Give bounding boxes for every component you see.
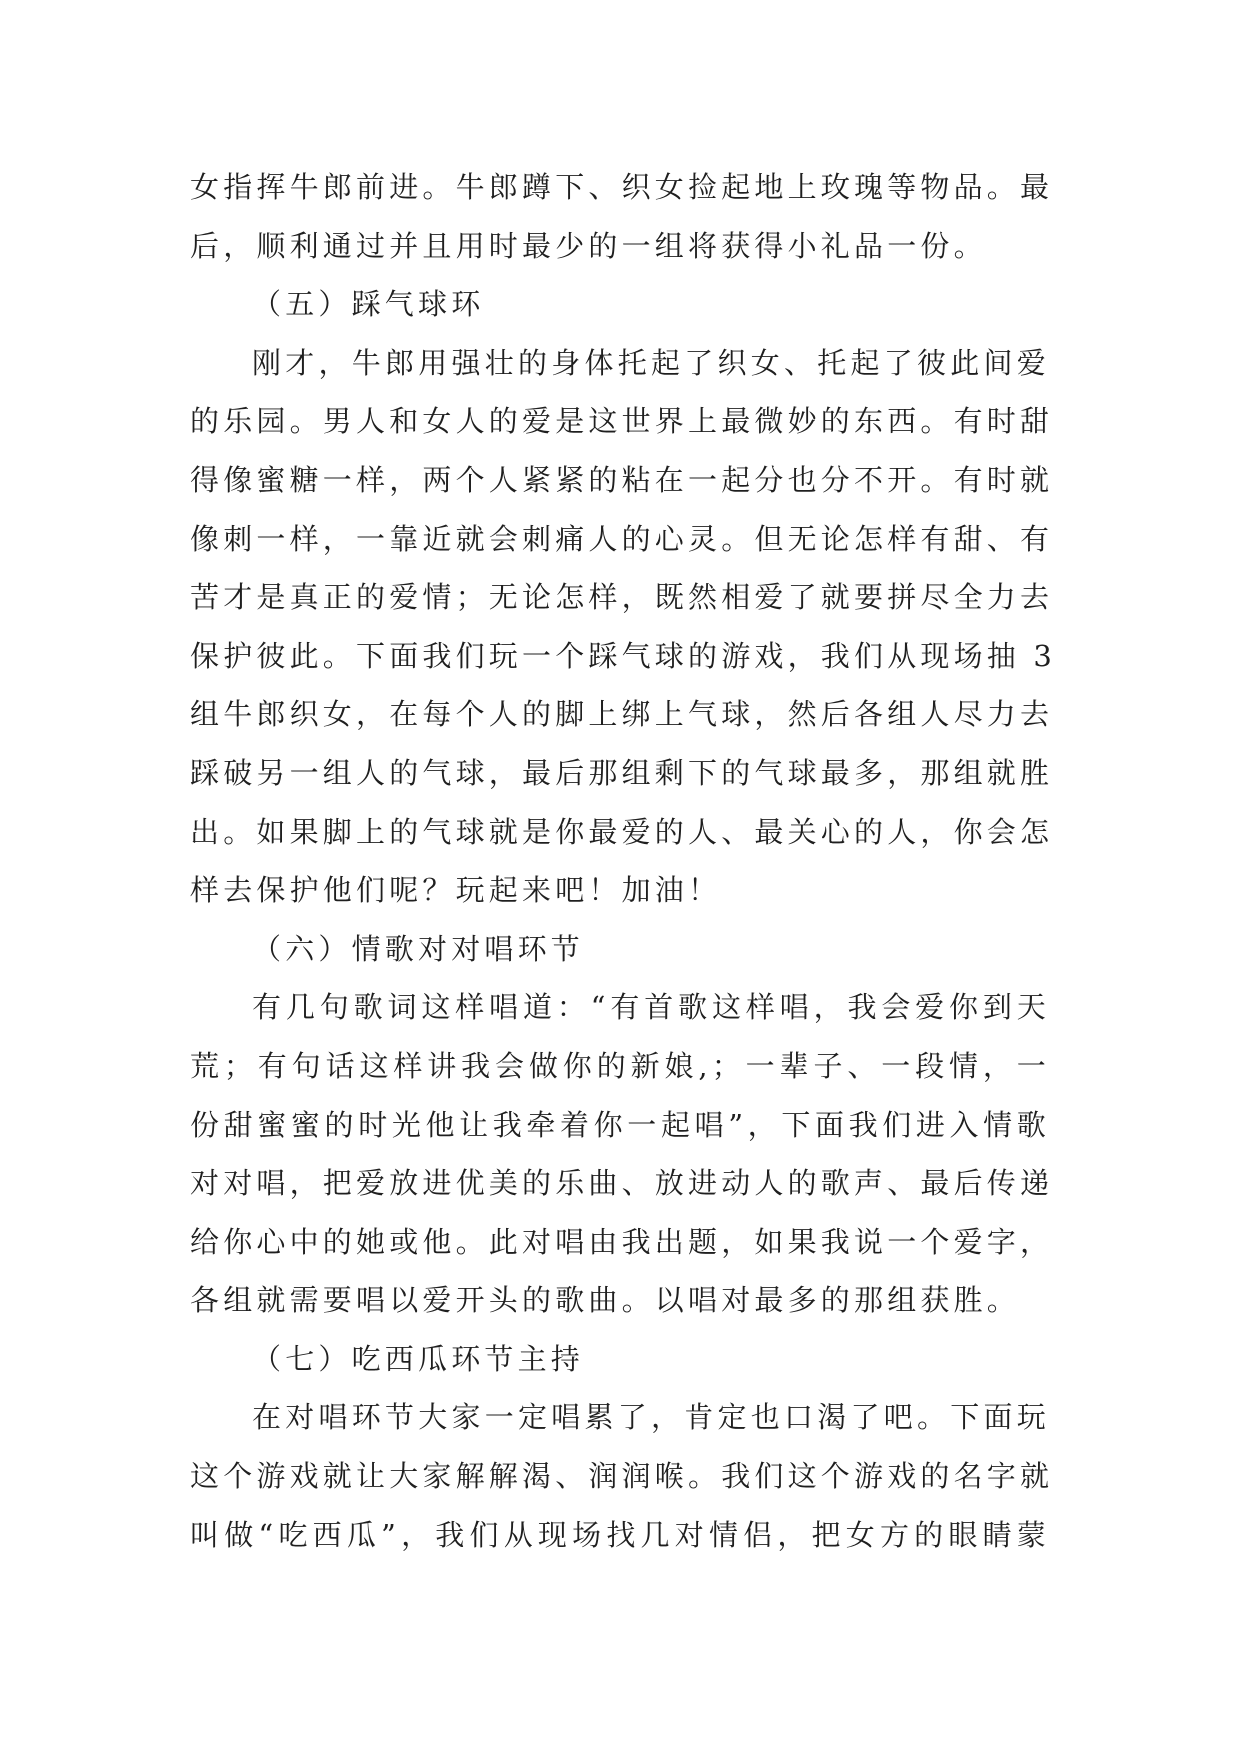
- text-line: 出。如果脚上的气球就是你最爱的人、最关心的人，你会怎: [190, 814, 1054, 849]
- text-line: 的乐园。男人和女人的爱是这世界上最微妙的东西。有时甜: [190, 404, 1054, 439]
- text-line: 份甜蜜蜜的时光他让我牵着你一起唱”，下面我们进入情歌: [190, 1107, 1050, 1142]
- section-heading: （五）踩气球环: [252, 287, 485, 322]
- text-line: 组牛郎织女，在每个人的脚上绑上气球，然后各组人尽力去: [190, 697, 1054, 732]
- section-heading: （六）情歌对对唱环节: [252, 931, 585, 966]
- text-line: 叫做“吃西瓜”，我们从现场找几对情侣，把女方的眼睛蒙: [190, 1517, 1050, 1552]
- text-line: 苦才是真正的爱情；无论怎样，既然相爱了就要拼尽全力去: [190, 580, 1054, 615]
- text-line: 荒；有句话这样讲我会做你的新娘,；一辈子、一段情，一: [190, 1048, 1050, 1083]
- text-line: 这个游戏就让大家解解渴、润润喉。我们这个游戏的名字就: [190, 1459, 1054, 1494]
- paragraph-first-line: 在对唱环节大家一定唱累了，肯定也口渴了吧。下面玩: [252, 1400, 1050, 1435]
- text-line: 女指挥牛郎前进。牛郎蹲下、织女捡起地上玫瑰等物品。最: [190, 170, 1054, 204]
- text-line: 对对唱，把爱放进优美的乐曲、放进动人的歌声、最后传递: [190, 1166, 1054, 1201]
- text-line: 保护彼此。下面我们玩一个踩气球的游戏，我们从现场抽 3: [190, 638, 1057, 673]
- text-line: 后，顺利通过并且用时最少的一组将获得小礼品一份。: [190, 228, 987, 263]
- paragraph-first-line: 刚才，牛郎用强壮的身体托起了织女、托起了彼此间爱: [252, 345, 1050, 380]
- document-body: [190, 158, 1057, 1564]
- text-line: 给你心中的她或他。此对唱由我出题，如果我说一个爱字，: [190, 1224, 1054, 1259]
- section-heading: （七）吃西瓜环节主持: [252, 1341, 585, 1376]
- text-line: 踩破另一组人的气球，最后那组剩下的气球最多，那组就胜: [190, 755, 1054, 790]
- text-line: 样去保护他们呢？玩起来吧！加油！: [190, 873, 722, 908]
- paragraph-first-line: 有几句歌词这样唱道：“有首歌这样唱，我会爱你到天: [252, 990, 1050, 1025]
- text-line: 得像蜜糖一样，两个人紧紧的粘在一起分也分不开。有时就: [190, 462, 1054, 497]
- text-line: 各组就需要唱以爱开头的歌曲。以唱对最多的那组获胜。: [190, 1283, 1021, 1318]
- text-line: 像刺一样，一靠近就会刺痛人的心灵。但无论怎样有甜、有: [190, 521, 1054, 556]
